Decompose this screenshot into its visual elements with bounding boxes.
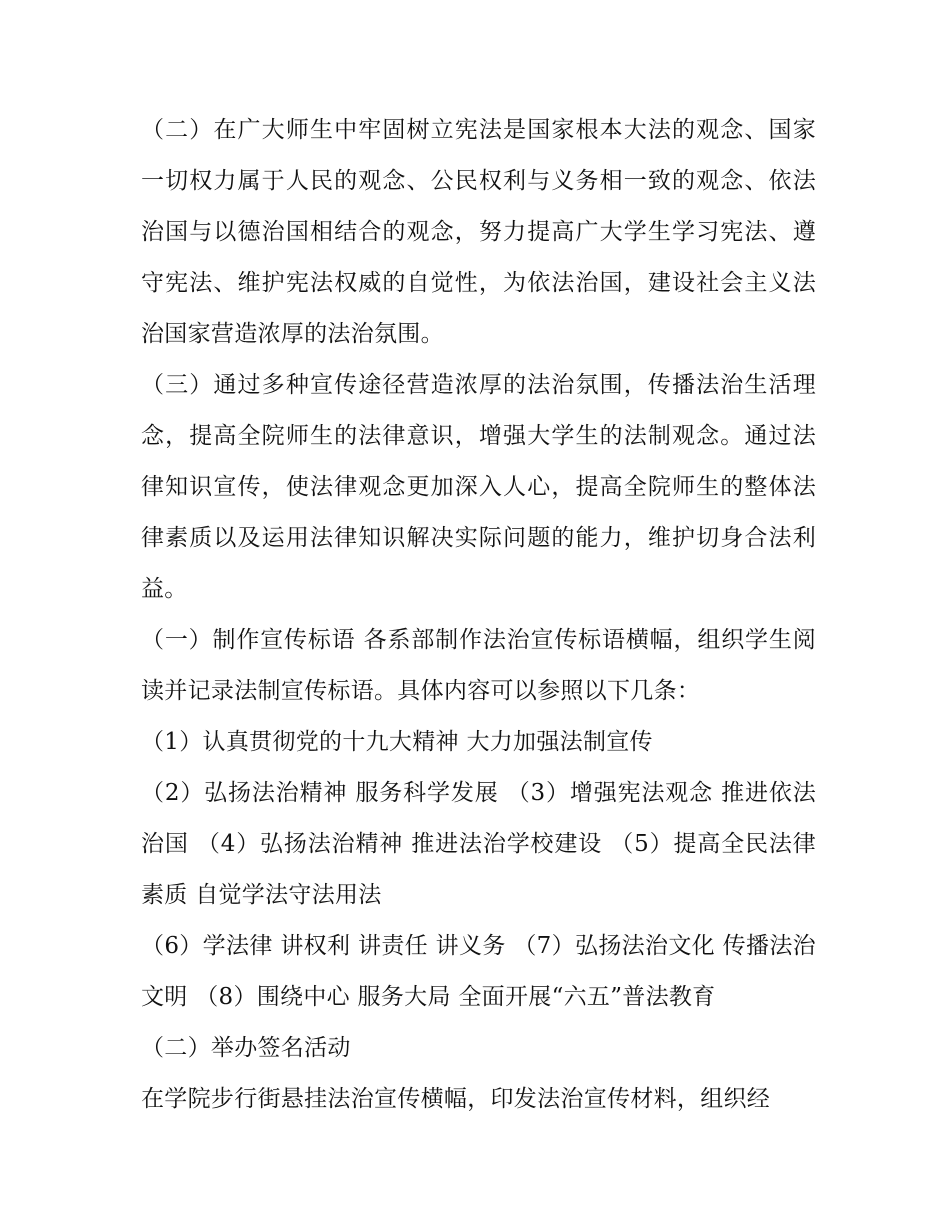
slogan-items-2-5: （2）弘扬法治精神 服务科学发展 （3）增强宪法观念 推进依法治国 （4）弘扬法治精神 推进法治学校建设 （5）提高全民法律素质 自觉学法守法用法 (141, 780, 816, 908)
paragraph-goal-three: （三）通过多种宣传途径营造浓厚的法治氛围，传播法治生活理念，提高全院师生的法律意识，增强大学生的法制观念。通过法律知识宣传，使法律观念更加深入人心，提高全院师生的整体法律素质以及运用法律知识解决实际问题的能力，维护切身合法利益。 (141, 372, 816, 602)
paragraph-slogan-production: （一）制作宣传标语 各系部制作法治宣传标语横幅，组织学生阅读并记录法制宣传标语。具体内容可以参照以下几条： (141, 627, 816, 704)
paragraph-signature-activity: 在学院步行街悬挂法治宣传横幅，印发法治宣传材料，组织经 (141, 1086, 771, 1112)
slogan-items-6-8: （6）学法律 讲权利 讲责任 讲义务 （7）弘扬法治文化 传播法治文明 （8）围绕中心 服务大局 全面开展“六五”普法教育 (141, 933, 816, 1010)
section-heading-signature-activity: （二）举办签名活动 (141, 1035, 351, 1061)
document-body (141, 105, 816, 1125)
paragraph-goal-two: （二）在广大师生中牢固树立宪法是国家根本大法的观念、国家一切权力属于人民的观念、公民权利与义务相一致的观念、依法治国与以德治国相结合的观念，努力提高广大学生学习宪法、遵守宪法、维护宪法权威的自觉性，为依法治国，建设社会主义法治国家营造浓厚的法治氛围。 (141, 117, 816, 347)
slogan-item-1: （1）认真贯彻党的十九大精神 大力加强法制宣传 (141, 729, 653, 755)
